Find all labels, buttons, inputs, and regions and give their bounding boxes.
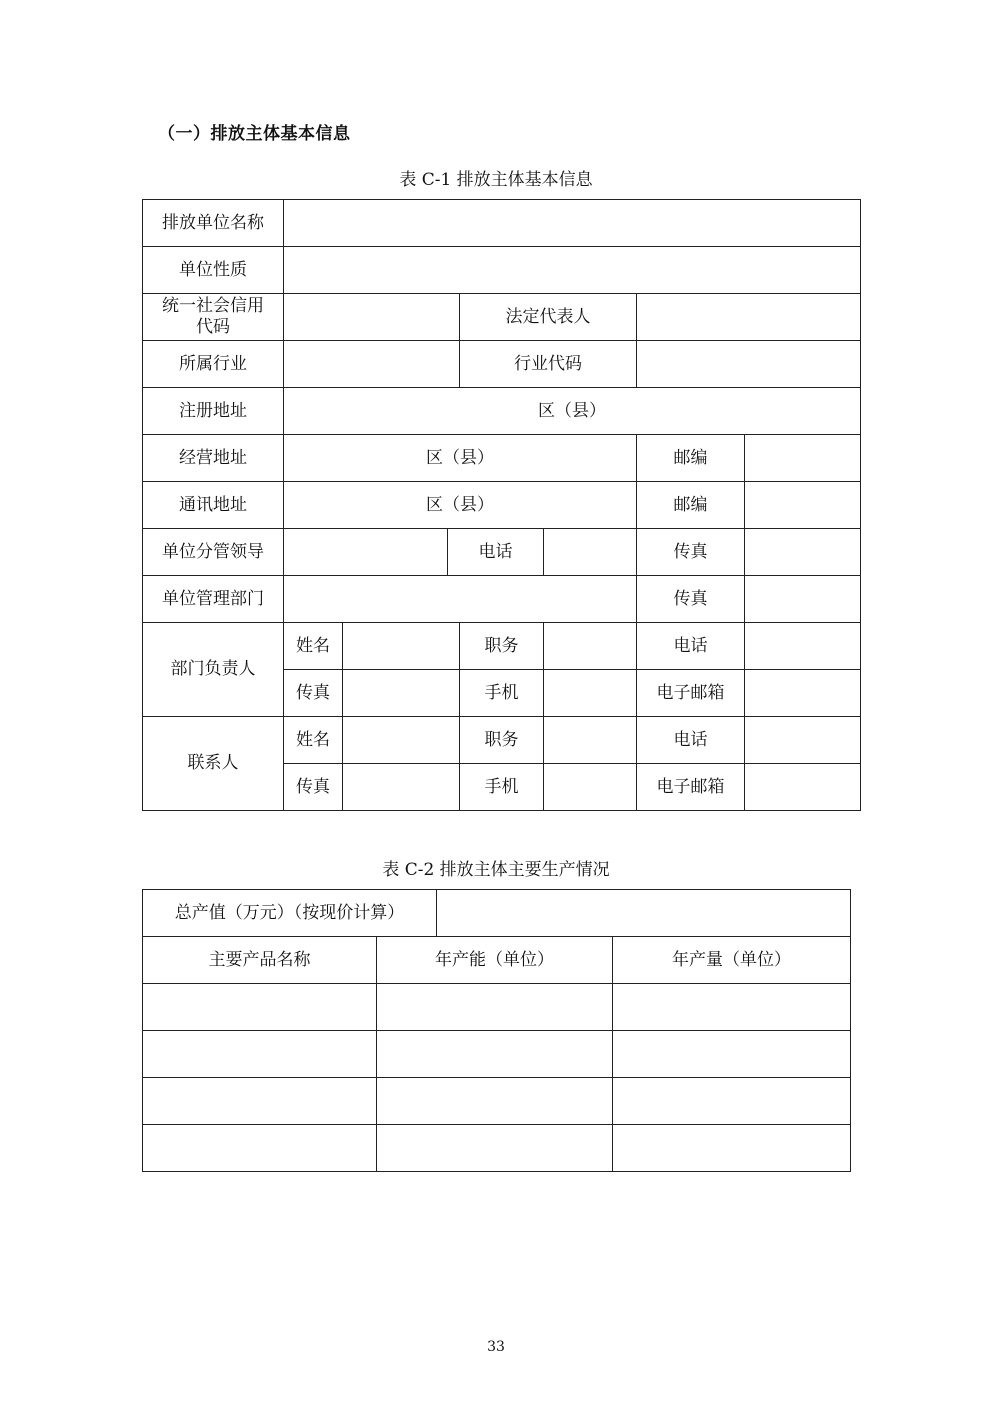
total-output-label: 总产值（万元）（按现价计算） bbox=[143, 890, 437, 937]
mail-address-label: 通讯地址 bbox=[143, 482, 284, 529]
unit-nature-value[interactable] bbox=[284, 247, 861, 294]
dept-head-fax-label: 传真 bbox=[284, 670, 343, 717]
biz-postcode-value[interactable] bbox=[745, 435, 861, 482]
mgmt-fax-label: 传真 bbox=[637, 576, 745, 623]
product-name-cell[interactable] bbox=[143, 984, 377, 1031]
table-row bbox=[143, 576, 861, 623]
annual-output-cell[interactable] bbox=[613, 984, 851, 1031]
credit-code-label-line1: 统一社会信用 bbox=[162, 296, 264, 316]
table-row bbox=[143, 717, 861, 764]
legal-rep-label: 法定代表人 bbox=[460, 294, 637, 341]
table-row bbox=[143, 247, 861, 294]
unit-nature-label: 单位性质 bbox=[143, 247, 284, 294]
mail-address-value[interactable]: 区（县） bbox=[284, 482, 637, 529]
table-row bbox=[143, 341, 861, 388]
contact-fax-value[interactable] bbox=[343, 764, 460, 811]
table-row bbox=[143, 482, 861, 529]
unit-name-label: 排放单位名称 bbox=[143, 200, 284, 247]
contact-email-value[interactable] bbox=[745, 764, 861, 811]
dept-head-phone-label: 电话 bbox=[637, 623, 745, 670]
contact-name-value[interactable] bbox=[343, 717, 460, 764]
dept-head-label: 部门负责人 bbox=[143, 623, 284, 717]
table-row bbox=[143, 984, 851, 1031]
credit-code-value[interactable] bbox=[284, 294, 460, 341]
contact-position-label: 职务 bbox=[460, 717, 544, 764]
production-table bbox=[142, 889, 851, 1172]
annual-output-cell[interactable] bbox=[613, 1078, 851, 1125]
table-row bbox=[143, 1078, 851, 1125]
product-name-cell[interactable] bbox=[143, 1125, 377, 1172]
product-name-cell[interactable] bbox=[143, 1078, 377, 1125]
table-c2-caption: 表 C-2 排放主体主要生产情况 bbox=[382, 860, 610, 880]
leader-value[interactable] bbox=[284, 529, 448, 576]
table-row bbox=[143, 294, 861, 341]
mgmt-dept-label: 单位管理部门 bbox=[143, 576, 284, 623]
legal-rep-value[interactable] bbox=[637, 294, 861, 341]
dept-head-fax-value[interactable] bbox=[343, 670, 460, 717]
credit-code-label bbox=[143, 294, 284, 341]
contact-mobile-value[interactable] bbox=[544, 764, 637, 811]
industry-code-value[interactable] bbox=[637, 341, 861, 388]
dept-head-email-label: 电子邮箱 bbox=[637, 670, 745, 717]
table-row bbox=[143, 890, 851, 937]
mgmt-dept-value[interactable] bbox=[284, 576, 637, 623]
table-header-row bbox=[143, 937, 851, 984]
leader-phone-value[interactable] bbox=[544, 529, 637, 576]
annual-output-cell[interactable] bbox=[613, 1031, 851, 1078]
contact-mobile-label: 手机 bbox=[460, 764, 544, 811]
table-row bbox=[143, 529, 861, 576]
table-row bbox=[143, 1031, 851, 1078]
section-heading: （一）排放主体基本信息 bbox=[158, 124, 351, 144]
annual-capacity-header: 年产能（单位） bbox=[377, 937, 613, 984]
leader-fax-value[interactable] bbox=[745, 529, 861, 576]
table-row bbox=[143, 388, 861, 435]
industry-code-label: 行业代码 bbox=[460, 341, 637, 388]
credit-code-label-line2: 代码 bbox=[196, 317, 230, 337]
product-name-cell[interactable] bbox=[143, 1031, 377, 1078]
contact-phone-label: 电话 bbox=[637, 717, 745, 764]
product-name-header: 主要产品名称 bbox=[143, 937, 377, 984]
table-row bbox=[143, 623, 861, 670]
biz-postcode-label: 邮编 bbox=[637, 435, 745, 482]
annual-capacity-cell[interactable] bbox=[377, 1078, 613, 1125]
contact-phone-value[interactable] bbox=[745, 717, 861, 764]
industry-value[interactable] bbox=[284, 341, 460, 388]
dept-head-position-label: 职务 bbox=[460, 623, 544, 670]
mail-postcode-label: 邮编 bbox=[637, 482, 745, 529]
table-row bbox=[143, 200, 861, 247]
annual-output-header: 年产量（单位） bbox=[613, 937, 851, 984]
annual-capacity-cell[interactable] bbox=[377, 984, 613, 1031]
dept-head-name-label: 姓名 bbox=[284, 623, 343, 670]
dept-head-mobile-label: 手机 bbox=[460, 670, 544, 717]
annual-output-cell[interactable] bbox=[613, 1125, 851, 1172]
biz-address-label: 经营地址 bbox=[143, 435, 284, 482]
dept-head-name-value[interactable] bbox=[343, 623, 460, 670]
mail-postcode-value[interactable] bbox=[745, 482, 861, 529]
table-row bbox=[143, 435, 861, 482]
dept-head-phone-value[interactable] bbox=[745, 623, 861, 670]
annual-capacity-cell[interactable] bbox=[377, 1125, 613, 1172]
dept-head-email-value[interactable] bbox=[745, 670, 861, 717]
reg-address-value[interactable]: 区（县） bbox=[284, 388, 861, 435]
contact-name-label: 姓名 bbox=[284, 717, 343, 764]
contact-email-label: 电子邮箱 bbox=[637, 764, 745, 811]
annual-capacity-cell[interactable] bbox=[377, 1031, 613, 1078]
contact-position-value[interactable] bbox=[544, 717, 637, 764]
reg-address-label: 注册地址 bbox=[143, 388, 284, 435]
basic-info-table bbox=[142, 199, 861, 811]
leader-fax-label: 传真 bbox=[637, 529, 745, 576]
unit-name-value[interactable] bbox=[284, 200, 861, 247]
contact-fax-label: 传真 bbox=[284, 764, 343, 811]
industry-label: 所属行业 bbox=[143, 341, 284, 388]
contact-label: 联系人 bbox=[143, 717, 284, 811]
biz-address-value[interactable]: 区（县） bbox=[284, 435, 637, 482]
leader-phone-label: 电话 bbox=[448, 529, 544, 576]
dept-head-mobile-value[interactable] bbox=[544, 670, 637, 717]
mgmt-fax-value[interactable] bbox=[745, 576, 861, 623]
leader-label: 单位分管领导 bbox=[143, 529, 284, 576]
dept-head-position-value[interactable] bbox=[544, 623, 637, 670]
table-c1-caption: 表 C-1 排放主体基本信息 bbox=[399, 170, 593, 190]
table-row bbox=[143, 1125, 851, 1172]
total-output-value[interactable] bbox=[437, 890, 851, 937]
page-number: 33 bbox=[487, 1339, 505, 1355]
